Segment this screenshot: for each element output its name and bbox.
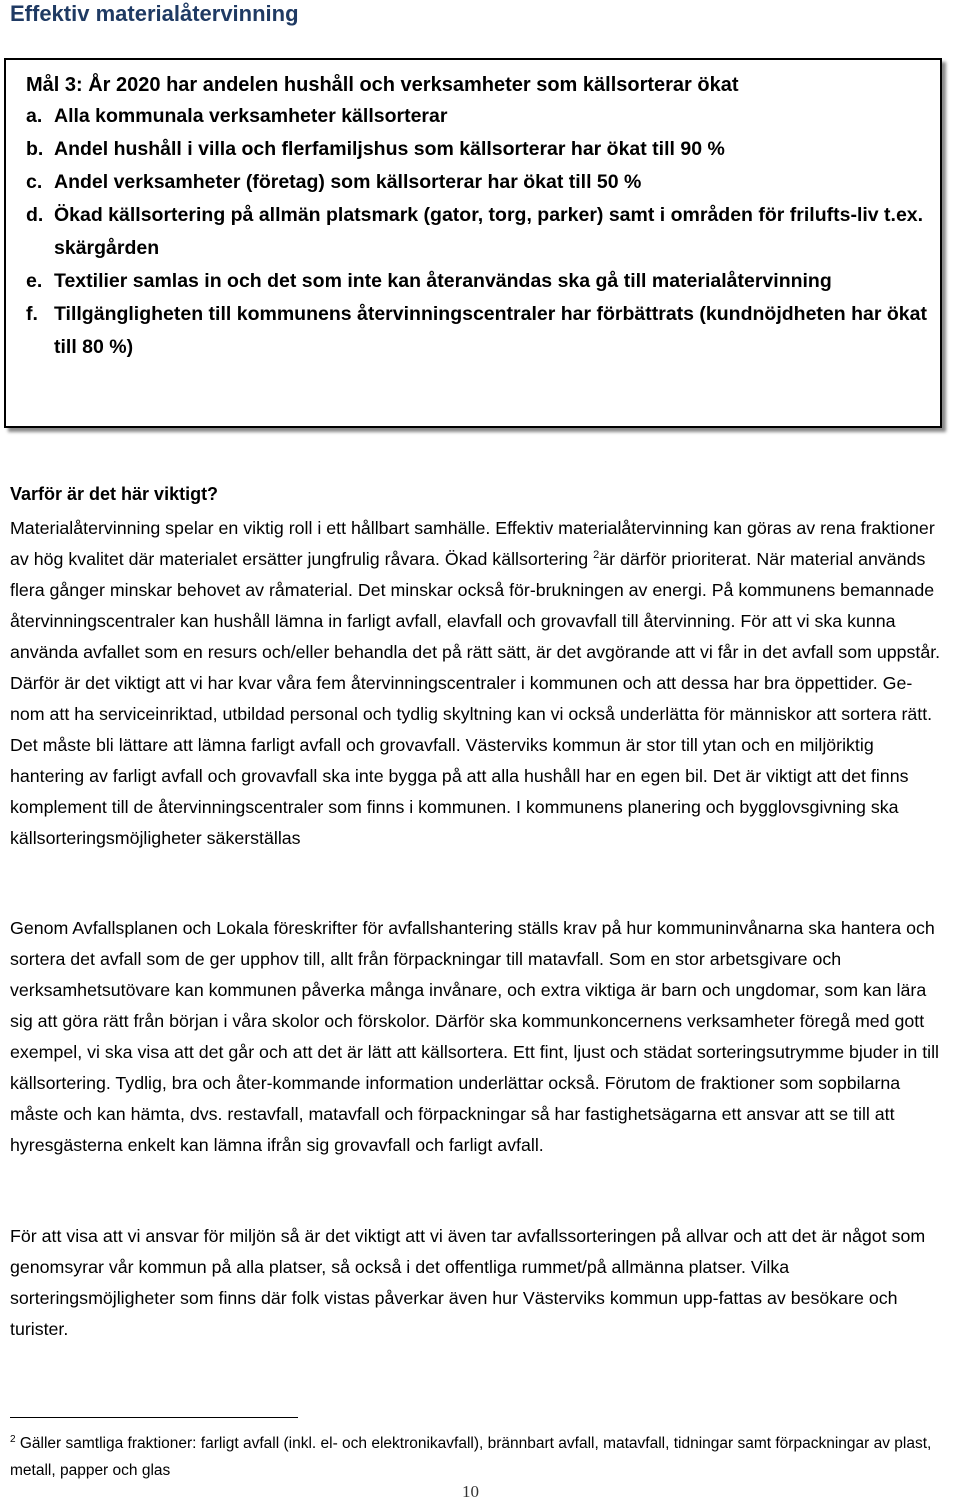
footnote-marker: 2 xyxy=(10,1433,16,1445)
goal-item-c xyxy=(26,166,931,199)
goal-item-a xyxy=(26,100,931,133)
goal-item-text: Andel hushåll i villa och flerfamiljshus som källsorterar har ökat till 90 % xyxy=(54,138,725,160)
goal-item-e xyxy=(26,265,931,298)
goal-item-marker: d. xyxy=(26,204,44,226)
page-number: 10 xyxy=(462,1482,479,1501)
goal-title: Mål 3: År 2020 har andelen hushåll och verksamheter som källsorterar ökat xyxy=(26,74,739,96)
footnote xyxy=(10,1430,945,1484)
goal-item-text: Tillgängligheten till kommunens återvinningscentraler har förbättrats (kundnöjdheten har ökat till 80 %) xyxy=(54,303,927,358)
goal-item-text: Alla kommunala verksamheter källsorterar xyxy=(54,105,448,127)
goal-item-d xyxy=(26,199,931,265)
goal-list xyxy=(26,100,931,364)
paragraph-3: För att visa att vi ansvar för miljön så är det viktigt att vi även tar avfallssorteringen på allvar och att det är något som genomsyrar vår kommun på alla platser, så också i det offentliga rummet/på allmänna platser. Vilka sorteringsmöjligheter som finns där folk vistas påverkar även hur Västerviks kommun upp-fattas av besökare och turister. xyxy=(10,1226,926,1339)
goal-item-marker: b. xyxy=(26,138,44,160)
goal-item-text: Textilier samlas in och det som inte kan återanvändas ska gå till materialåtervinning xyxy=(54,270,832,292)
page-heading: Effektiv materialåtervinning xyxy=(10,1,299,26)
goal-item-marker: c. xyxy=(26,171,43,193)
paragraph-1-end: är därför prioriterat. När material används flera gånger minskar behovet av råmaterial. Det minskar också för-brukningen av energi. På kommunens bemannade återvinningscentraler kan hushåll lämna in farligt avfall, elavfall och grovavfall till återvinning. För att vi ska kunna använda avfallet som en resurs och/eller behandla det på rätt sätt, är det avgörande att vi får in det avfall som uppstår. Därför är det viktigt att vi har kvar våra fem återvinningscentraler i kommunen och att dessa har bra öppettider. Ge-nom att ha serviceinriktad, utbildad personal och tydlig skyltning kan vi också underlätta för människor att sortera rätt. Det måste bli lättare att lämna farligt avfall och grovavfall. Västerviks kommun är stor till ytan och en miljöriktig hantering av farligt avfall och grovavfall ska inte bygga på att alla hushåll har en egen bil. Det är viktigt att det finns komplement till de återvinningscentraler som finns i kommunen. I kommunens planering och bygglovsgivning ska källsorteringsmöjligheter säkerställas xyxy=(10,549,941,848)
section-title: Varför är det här viktigt? xyxy=(10,484,219,504)
goal-item-b xyxy=(26,133,931,166)
goal-item-marker: a. xyxy=(26,105,43,127)
goal-box xyxy=(4,58,942,428)
goal-item-f xyxy=(26,298,931,364)
paragraph-2: Genom Avfallsplanen och Lokala föreskrifter för avfallshantering ställs krav på hur kommuninvånarna ska hantera och sortera det avfall som de ger upphov till, allt från förpackningar till matavfall. Som en stor arbetsgivare och verksamhetsutövare kan kommunen påverka många invånare, och extra viktiga är barn och ungdomar, som kan lära sig att göra rätt från början i våra skolor och förskolor. Därför ska kommunkoncernens verksamheter föregå med gott exempel, vi ska visa att det går och att det är lätt att källsortera. Ett fint, ljust och städat sorteringsutrymme bjuder in till källsortering. Tydlig, bra och åter-kommande information underlättar också. Förutom de fraktioner som sopbilarna måste och kan hämta, dvs. restavfall, matavfall och förpackningar så har fastighetsägarna ett ansvar att se till att hyresgästerna enkelt kan lämna ifrån sig grovavfall och farligt avfall. xyxy=(10,918,939,1155)
goal-item-marker: e. xyxy=(26,270,43,292)
paragraph-1-start: Materialåtervinning spelar en viktig roll i ett hållbart samhälle. Effektiv materialåtervinning kan göras av rena fraktioner av hög kvalitet där materialet ersätter jungfrulig råvara. Ökad källsortering xyxy=(10,518,935,569)
footnote-text: Gäller samtliga fraktioner: farligt avfall (inkl. el- och elektronikavfall), brännbart avfall, matavfall, tidningar samt förpackningar av plast, metall, papper och glas xyxy=(10,1435,932,1479)
paragraph-1 xyxy=(10,513,945,854)
goal-item-text: Ökad källsortering på allmän platsmark (gator, torg, parker) samt i områden för frilufts-liv t.ex. skärgården xyxy=(54,204,924,259)
goal-item-marker: f. xyxy=(26,303,38,325)
goal-item-text: Andel verksamheter (företag) som källsorterar har ökat till 50 % xyxy=(54,171,642,193)
footnote-separator xyxy=(10,1417,298,1418)
footnote-reference[interactable]: 2 xyxy=(593,549,600,562)
